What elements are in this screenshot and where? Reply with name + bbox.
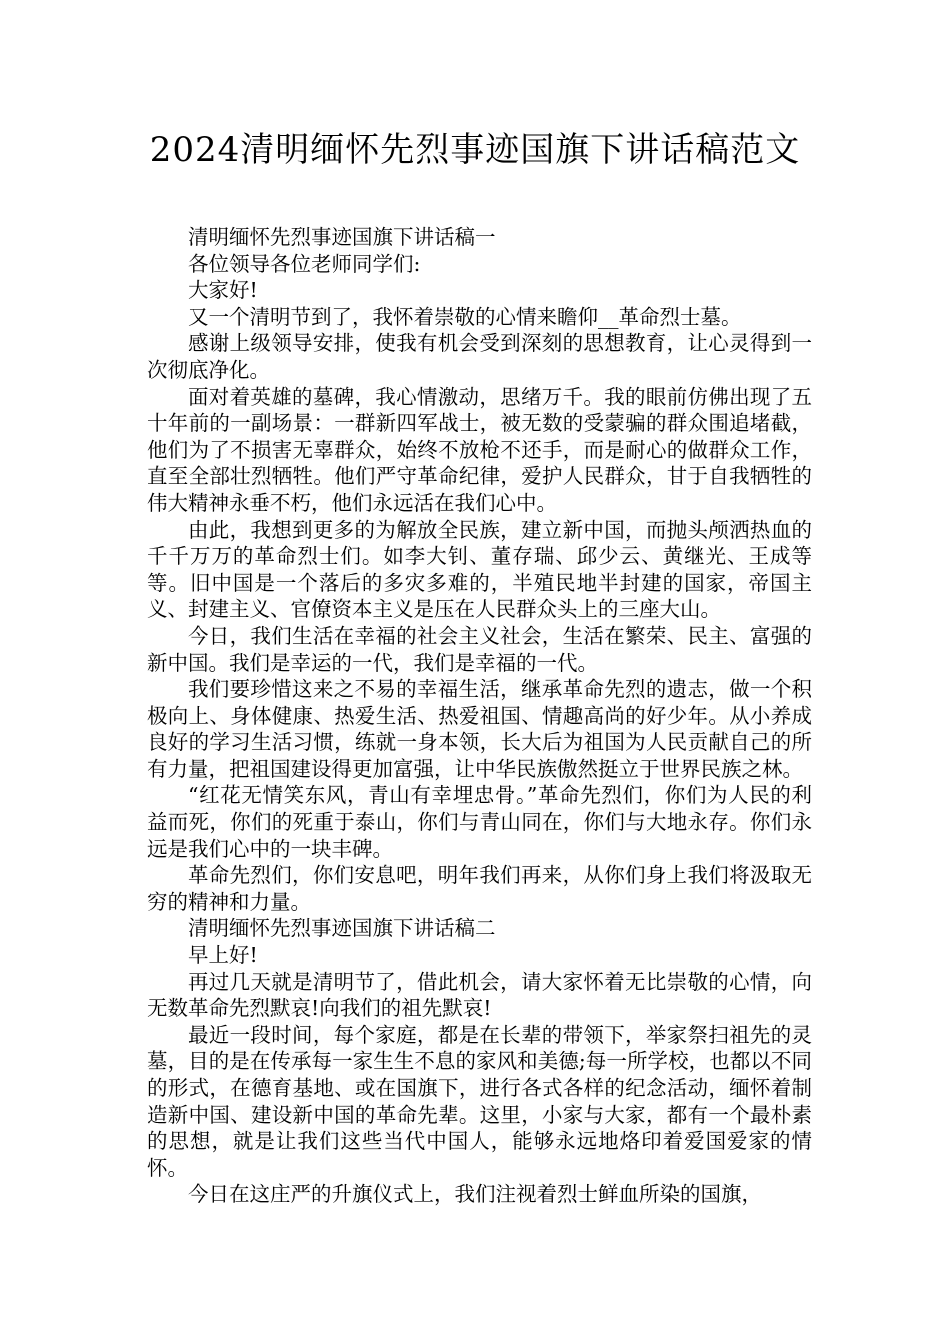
document-title: 2024清明缅怀先烈事迹国旗下讲话稿范文 <box>149 130 801 170</box>
paragraph: 感谢上级领导安排，使我有机会受到深刻的思想教育，让心灵得到一次彻底净化。 <box>147 331 812 382</box>
paragraph: 今日，我们生活在幸福的社会主义社会，生活在繁荣、民主、富强的新中国。我们是幸运的一代，我们是幸福的一代。 <box>147 623 812 675</box>
paragraph: 我们要珍惜这来之不易的幸福生活，继承革命先烈的遗志，做一个积极向上、身体健康、热爱生活、热爱祖国、情趣高尚的好少年。从小养成良好的学习生活习惯，练就一身本领，长大后为祖国为人民贡献自己的所有力量，把祖国建设得更加富强，让中华民族傲然挺立于世界民族之林。 <box>147 677 812 781</box>
paragraph: 由此，我想到更多的为解放全民族，建立新中国，而抛头颅洒热血的千千万万的革命烈士们。如李大钊、董存瑞、邱少云、黄继光、王成等等。旧中国是一个落后的多灾多难的，半殖民地半封建的国家，帝国主义、封建主义、官僚资本主义是压在人民群众头上的三座大山。 <box>147 517 812 622</box>
document-body <box>147 224 812 1208</box>
paragraph: 又一个清明节到了，我怀着崇敬的心情来瞻仰__革命烈士墓。 <box>188 304 742 329</box>
paragraph: 再过几天就是清明节了，借此机会，请大家怀着无比崇敬的心情，向无数革命先烈默哀!向我们的祖先默哀! <box>147 969 812 1021</box>
section-heading: 清明缅怀先烈事迹国旗下讲话稿二 <box>188 916 496 941</box>
paragraph: 今日在这庄严的升旗仪式上，我们注视着烈士鲜血所染的国旗， <box>188 1182 762 1207</box>
paragraph: 革命先烈们，你们安息吧，明年我们再来，从你们身上我们将汲取无穷的精神和力量。 <box>147 863 812 914</box>
salutation: 各位领导各位老师同学们: <box>188 251 421 276</box>
paragraph: “红花无情笑东风，青山有幸埋忠骨。”革命先烈们，你们为人民的利益而死，你们的死重于泰山，你们与青山同在，你们与大地永存。你们永远是我们心中的一块丰碑。 <box>147 783 812 861</box>
section-heading: 清明缅怀先烈事迹国旗下讲话稿一 <box>188 225 496 249</box>
greeting: 大家好! <box>188 278 258 303</box>
paragraph: 最近一段时间，每个家庭，都是在长辈的带领下，举家祭扫祖先的灵墓，目的是在传承每一家生生不息的家风和美德;每一所学校，也都以不同的形式，在德育基地、或在国旗下，进行各式各样的纪念活动，缅怀着制造新中国、建设新中国的革命先辈。这里，小家与大家，都有一个最朴素的思想，就是让我们这些当代中国人，能够永远地烙印着爱国爱家的情怀。 <box>147 1022 812 1180</box>
greeting: 早上好! <box>188 943 258 968</box>
paragraph: 面对着英雄的墓碑，我心情激动，思绪万千。我的眼前仿佛出现了五十年前的一副场景：一群新四军战士，被无数的受蒙骗的群众围追堵截，他们为了不损害无辜群众，始终不放枪不还手，而是耐心的做群众工作，直至全部壮烈牺牲。他们严守革命纪律，爱护人民群众，甘于自我牺牲的伟大精神永垂不朽，他们永远活在我们心中。 <box>147 384 812 515</box>
